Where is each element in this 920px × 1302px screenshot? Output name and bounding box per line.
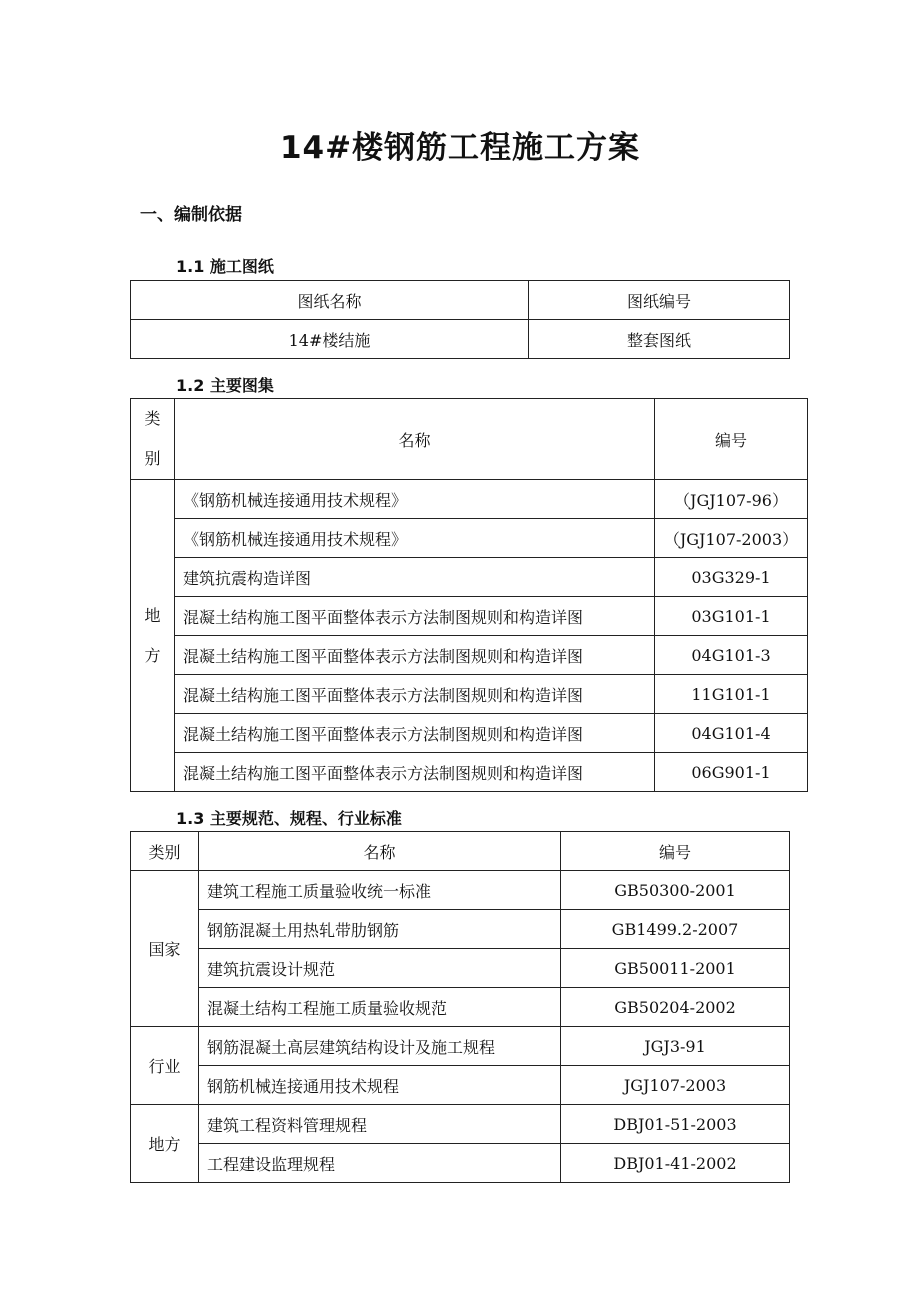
subsection-heading-drawings: 1.1 施工图纸 [176, 257, 274, 276]
table-row [131, 480, 808, 519]
cell-name: 混凝土结构施工图平面整体表示方法制图规则和构造详图 [175, 714, 655, 753]
header-name: 名称 [175, 399, 655, 480]
category-local: 地方 [131, 1105, 199, 1183]
header-code: 编号 [561, 832, 790, 871]
cell-name: 《钢筋机械连接通用技术规程》 [175, 480, 655, 519]
header-drawing-code: 图纸编号 [529, 281, 790, 320]
cell-code: JGJ107-2003 [561, 1066, 790, 1105]
cell-code: （JGJ107-2003） [655, 519, 808, 558]
category-industry: 行业 [131, 1027, 199, 1105]
table-row [131, 519, 808, 558]
cell-name: 建筑工程施工质量验收统一标准 [199, 871, 561, 910]
table-row [131, 753, 808, 792]
table-row [131, 949, 790, 988]
table-row [131, 636, 808, 675]
cell-name: 《钢筋机械连接通用技术规程》 [175, 519, 655, 558]
table-header-row [131, 399, 808, 480]
cell-drawing-code: 整套图纸 [529, 320, 790, 359]
subsection-heading-standards: 1.3 主要规范、规程、行业标准 [176, 809, 402, 828]
cell-name: 混凝土结构工程施工质量验收规范 [199, 988, 561, 1027]
cell-name: 钢筋混凝土用热轧带肋钢筋 [199, 910, 561, 949]
table-row [131, 910, 790, 949]
cell-name: 建筑抗震设计规范 [199, 949, 561, 988]
cell-code: JGJ3-91 [561, 1027, 790, 1066]
header-name: 名称 [199, 832, 561, 871]
section-heading: 一、编制依据 [140, 205, 242, 225]
cell-code: （JGJ107-96） [655, 480, 808, 519]
cell-code: GB50300-2001 [561, 871, 790, 910]
table-row [131, 597, 808, 636]
table-row [131, 988, 790, 1027]
cell-code: 03G101-1 [655, 597, 808, 636]
table-row [131, 558, 808, 597]
cell-code: GB1499.2-2007 [561, 910, 790, 949]
header-category-top: 类 [144, 409, 161, 428]
header-category [131, 399, 175, 480]
header-code: 编号 [655, 399, 808, 480]
cell-code: GB50011-2001 [561, 949, 790, 988]
cell-code: 11G101-1 [655, 675, 808, 714]
cell-name: 混凝土结构施工图平面整体表示方法制图规则和构造详图 [175, 636, 655, 675]
table-row [131, 871, 790, 910]
group-category-bottom: 方 [144, 645, 161, 665]
subsection-heading-atlases: 1.2 主要图集 [176, 376, 274, 395]
header-category-bottom: 别 [144, 449, 161, 468]
table-row [131, 675, 808, 714]
cell-code: DBJ01-51-2003 [561, 1105, 790, 1144]
header-drawing-name: 图纸名称 [131, 281, 529, 320]
cell-code: GB50204-2002 [561, 988, 790, 1027]
standards-table [130, 831, 790, 1183]
group-category-top: 地 [144, 605, 161, 625]
table-header-row [131, 832, 790, 871]
cell-name: 钢筋混凝土高层建筑结构设计及施工规程 [199, 1027, 561, 1066]
cell-name: 混凝土结构施工图平面整体表示方法制图规则和构造详图 [175, 753, 655, 792]
cell-name: 建筑工程资料管理规程 [199, 1105, 561, 1144]
cell-name: 建筑抗震构造详图 [175, 558, 655, 597]
table-row [131, 320, 790, 359]
table-row [131, 1105, 790, 1144]
cell-drawing-name: 14#楼结施 [131, 320, 529, 359]
cell-name: 工程建设监理规程 [199, 1144, 561, 1183]
page-title: 14#楼钢筋工程施工方案 [279, 130, 641, 166]
cell-name: 混凝土结构施工图平面整体表示方法制图规则和构造详图 [175, 597, 655, 636]
cell-name: 混凝土结构施工图平面整体表示方法制图规则和构造详图 [175, 675, 655, 714]
atlases-table [130, 398, 808, 792]
group-category [131, 480, 175, 792]
cell-code: 03G329-1 [655, 558, 808, 597]
cell-code: 04G101-3 [655, 636, 808, 675]
table-row [131, 1066, 790, 1105]
table-row [131, 1144, 790, 1183]
drawings-table [130, 280, 790, 359]
header-category: 类别 [131, 832, 199, 871]
cell-code: DBJ01-41-2002 [561, 1144, 790, 1183]
table-row [131, 1027, 790, 1066]
cell-code: 06G901-1 [655, 753, 808, 792]
category-national: 国家 [131, 871, 199, 1027]
cell-code: 04G101-4 [655, 714, 808, 753]
cell-name: 钢筋机械连接通用技术规程 [199, 1066, 561, 1105]
table-row [131, 714, 808, 753]
table-header-row [131, 281, 790, 320]
